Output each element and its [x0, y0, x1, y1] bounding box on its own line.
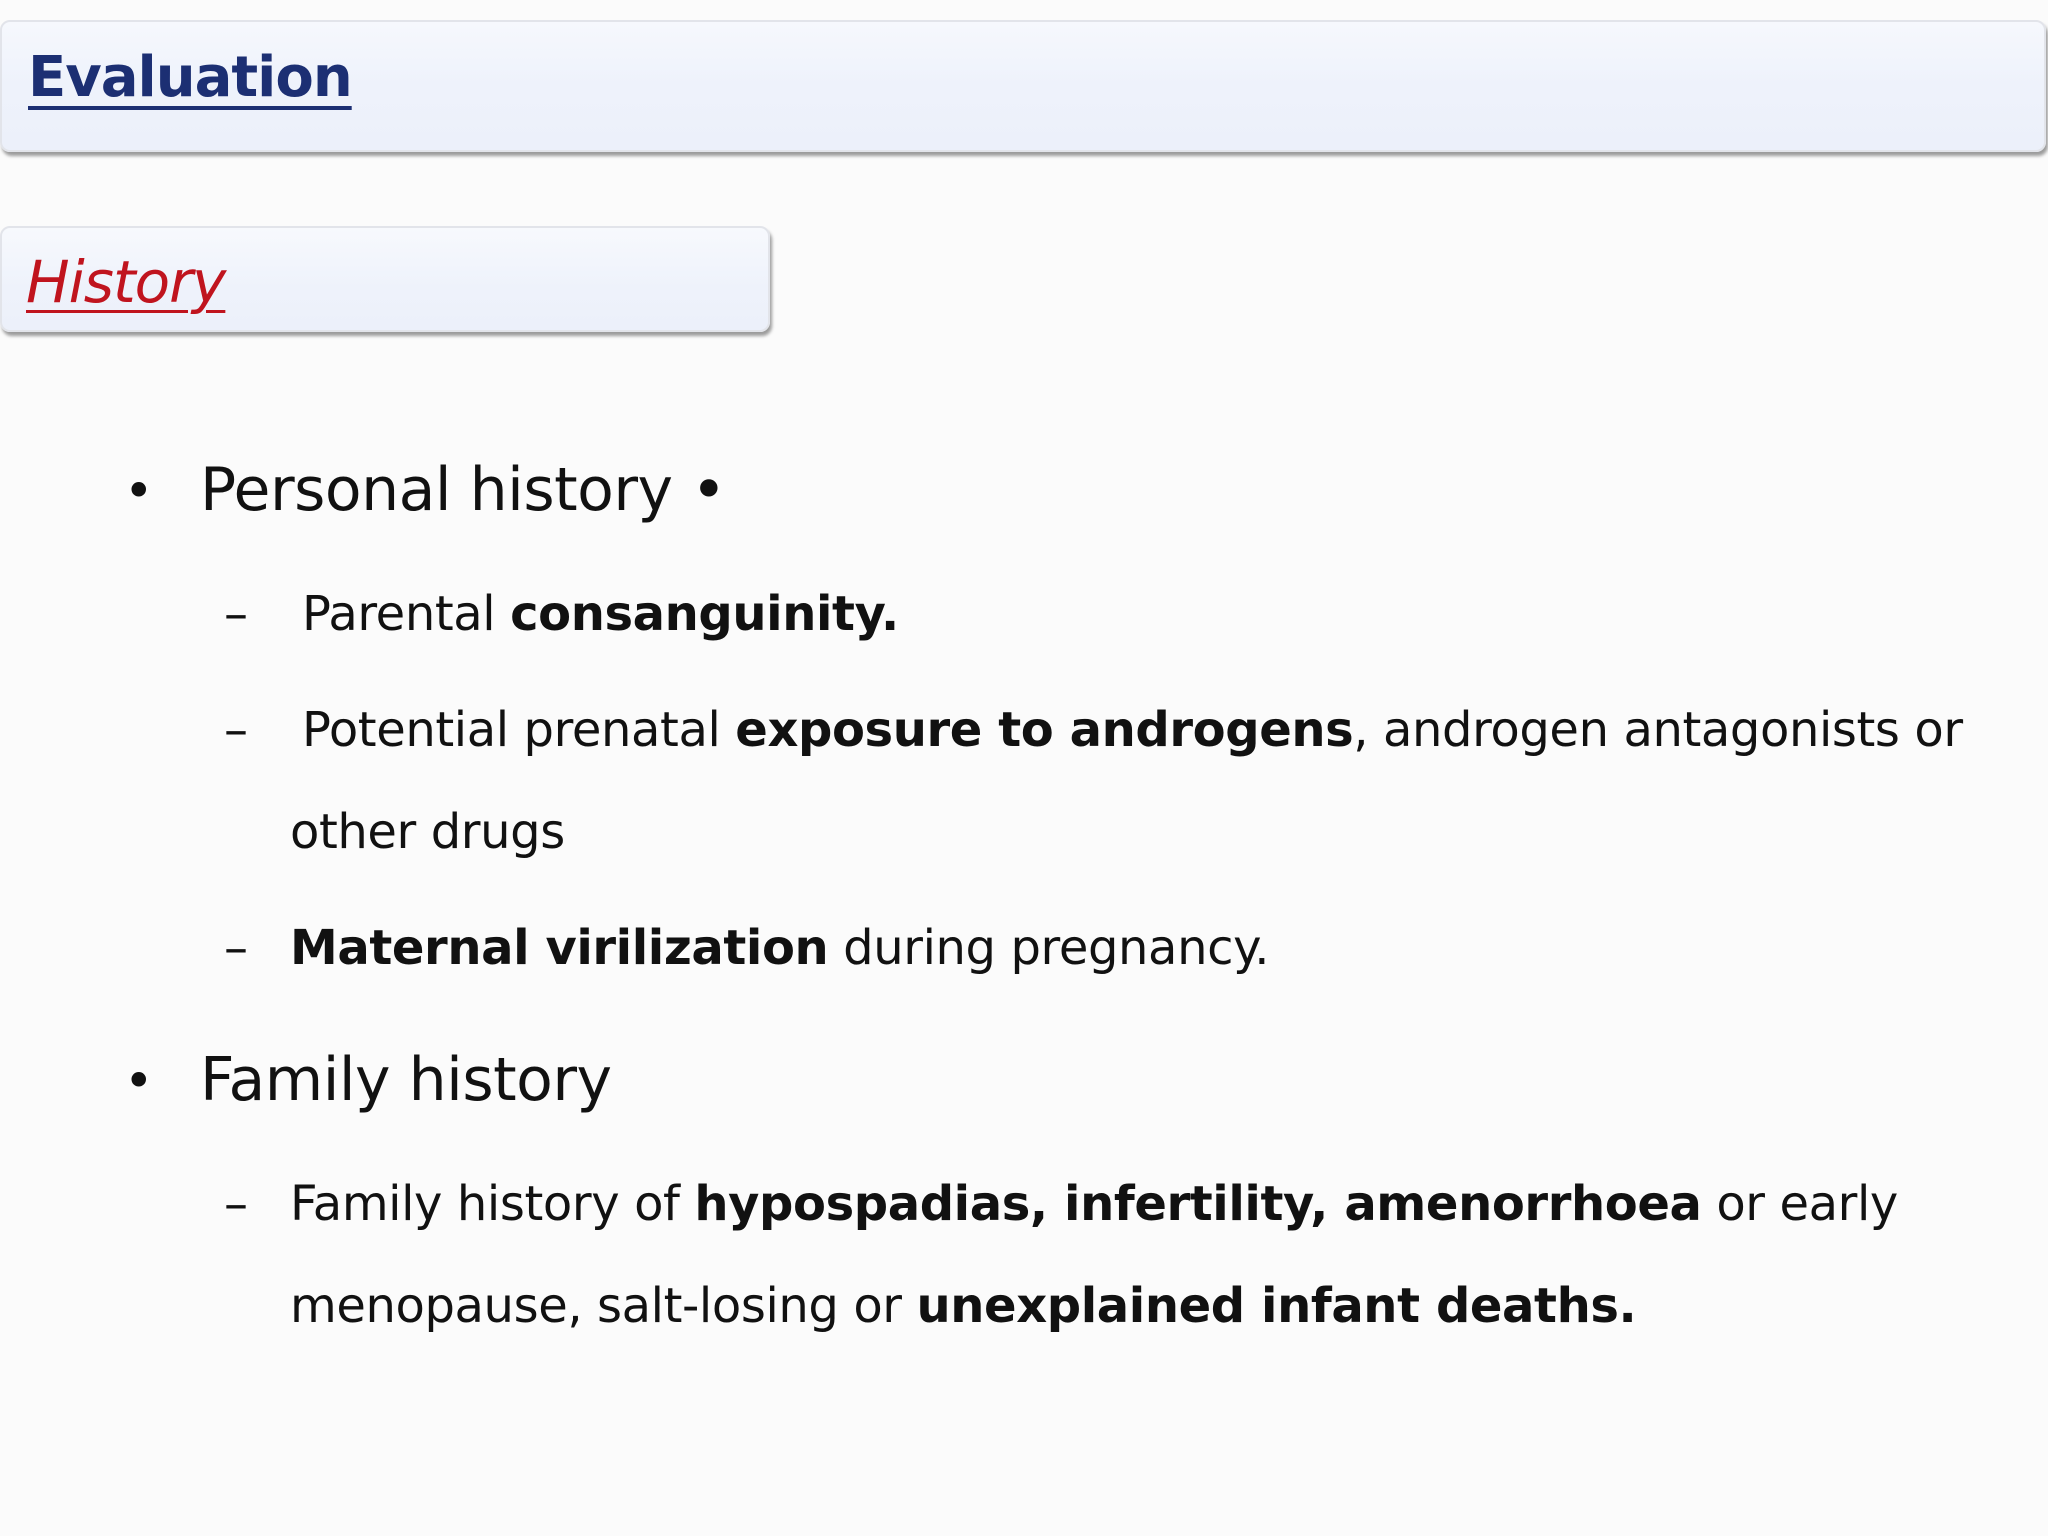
bullet-icon: •	[124, 1052, 154, 1110]
list-item-continuation: menopause, salt-losing or unexplained infant deaths.	[290, 1278, 1637, 1334]
list-item-prenatal-exposure: Potential prenatal exposure to androgens, androgen antagonists or	[302, 702, 1963, 758]
list-item-continuation: other drugs	[290, 804, 565, 860]
dash-icon: –	[224, 586, 248, 642]
bullet-icon: •	[124, 462, 154, 520]
list-item-family-history: Family history of hypospadias, infertility, amenorrhoea or early	[290, 1176, 1898, 1232]
list-item-consanguinity: Parental consanguinity.	[302, 586, 899, 642]
dash-icon: –	[224, 920, 248, 976]
section-subtitle: History	[26, 248, 226, 316]
section-heading-family: Family history	[200, 1045, 612, 1115]
dash-icon: –	[224, 702, 248, 758]
slide-title: Evaluation	[28, 45, 352, 110]
list-item-maternal-virilization: Maternal virilization during pregnancy.	[290, 920, 1270, 976]
dash-icon: –	[224, 1176, 248, 1232]
section-heading-personal: Personal history •	[200, 455, 726, 525]
